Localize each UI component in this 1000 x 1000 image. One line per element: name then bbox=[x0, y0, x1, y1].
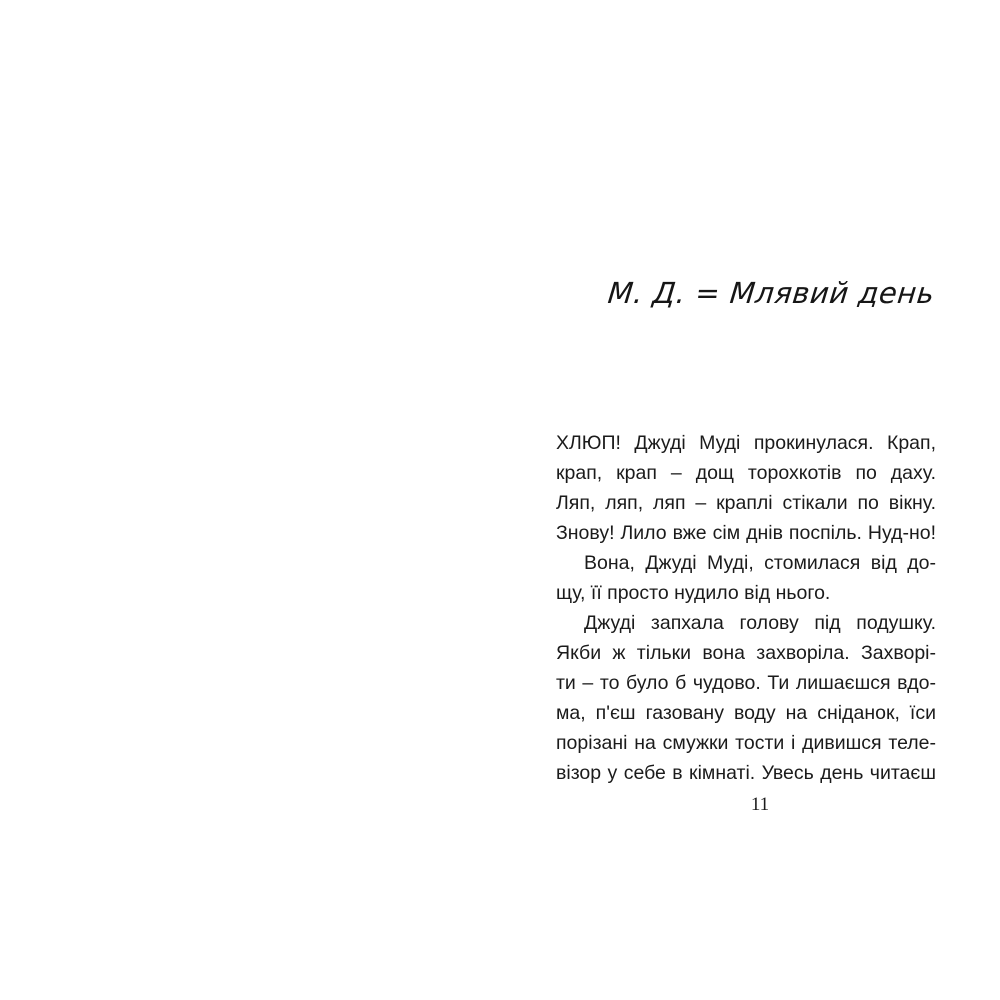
text-line: Знову! Лило вже сім днів поспіль. Нуд-но! bbox=[556, 522, 936, 544]
text-line: крап, крап – дощ торохкотів по даху. bbox=[556, 462, 936, 484]
text-line: щу, її просто нудило від нього. bbox=[556, 582, 831, 604]
text-line: порізані на смужки тости і дивишся теле- bbox=[556, 732, 936, 754]
text-line: ХЛЮП! Джуді Муді прокинулася. Крап, bbox=[556, 432, 936, 454]
text-line: ма, п'єш газовану воду на сніданок, їси bbox=[556, 702, 936, 724]
text-line: Якби ж тільки вона захворіла. Захворі- bbox=[556, 642, 936, 664]
page-number: 11 bbox=[750, 794, 770, 815]
chapter-title: М. Д. = Млявий день bbox=[606, 276, 937, 310]
body-text bbox=[556, 428, 936, 788]
text-line: ти – то було б чудово. Ти лишаєшся вдо- bbox=[556, 672, 936, 694]
text-line: візор у себе в кімнаті. Увесь день читаєш bbox=[556, 762, 936, 784]
text-line: Джуді запхала голову під подушку. bbox=[584, 612, 936, 634]
text-line: Вона, Джуді Муді, стомилася від до- bbox=[584, 552, 936, 574]
text-line: Ляп, ляп, ляп – краплі стікали по вікну. bbox=[556, 492, 936, 514]
